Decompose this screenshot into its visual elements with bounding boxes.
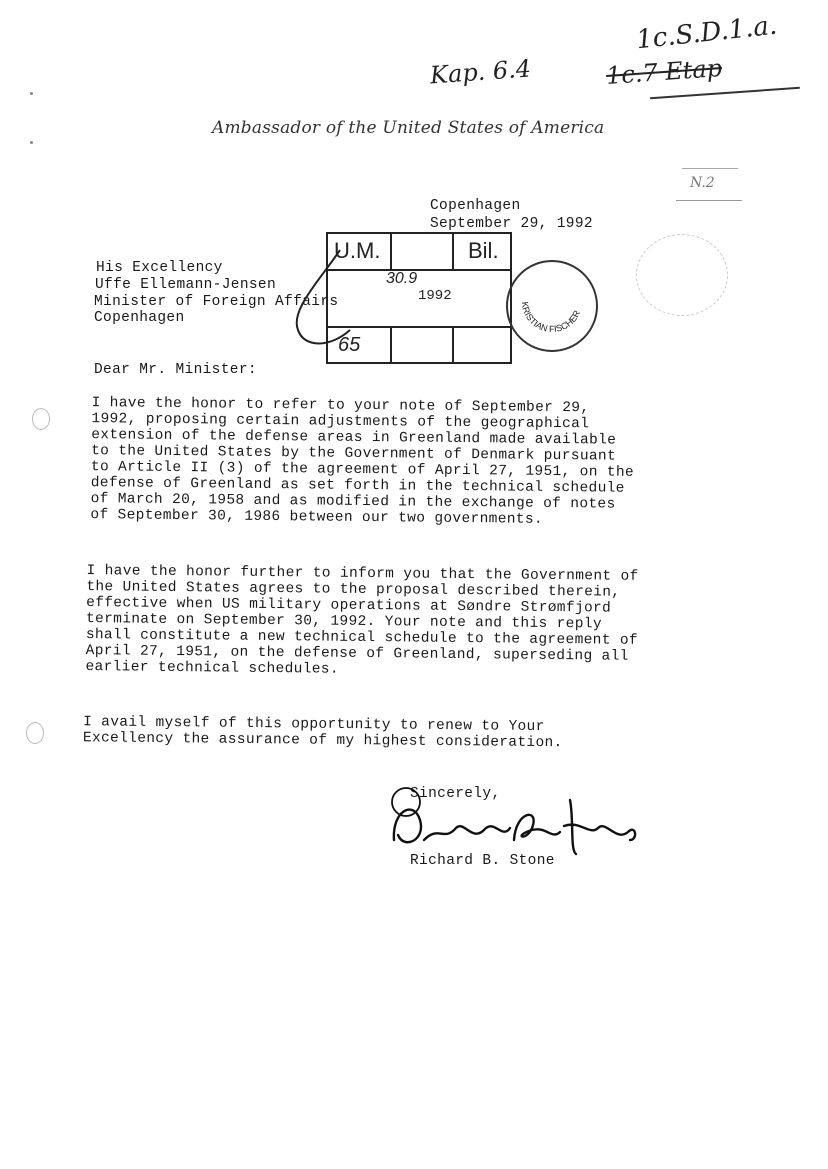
- seal-text-ring: [508, 262, 596, 350]
- recipient-line-2: Uffe Ellemann-Jensen: [95, 277, 277, 293]
- stamp-bil-label: Bil.: [468, 238, 499, 263]
- recipient-line-4: Copenhagen: [94, 310, 185, 326]
- letter-date: September 29, 1992: [430, 216, 593, 232]
- body-paragraph-2: I have the honor further to inform you that the Government of the United States agrees to the proposal described therein, effective when US military operations at Søndre Strømfjord terminate on September 30, 1992. Your note and this reply shall constitute a new technical schedule to the agreement of April 27, 1951, on the defense of Greenland, superseding all earlier technical schedules.: [85, 563, 639, 678]
- handwritten-reference-top: 1c.S.D.1.a.: [634, 10, 779, 56]
- stamp-date: 1992: [418, 288, 452, 304]
- round-seal-stamp: [506, 260, 598, 352]
- recipient-line-1: His Excellency: [96, 260, 223, 276]
- handwritten-struck-reference: [605, 54, 723, 90]
- letter-place: Copenhagen: [430, 198, 521, 214]
- faint-circle-mark: [636, 234, 728, 316]
- closing: Sincerely,: [410, 786, 501, 802]
- punch-hole-1: [32, 408, 50, 430]
- strike-line: [650, 87, 800, 99]
- signer-name: Richard B. Stone: [410, 853, 555, 869]
- stamp-number: 65: [338, 334, 361, 356]
- side-mark-underline: [676, 200, 742, 201]
- seal-text: KRISTIAN FISCHER: [519, 301, 583, 335]
- punch-hole-2: [26, 722, 44, 744]
- letterhead: Ambassador of the United States of America: [212, 118, 605, 138]
- handwritten-reference-kap: Kap. 6.4: [429, 54, 532, 90]
- stamp-um-label: U.M.: [334, 238, 381, 263]
- recipient-line-3: Minister of Foreign Affairs: [94, 294, 339, 310]
- salutation: Dear Mr. Minister:: [94, 362, 257, 378]
- handwritten-swoop: [280, 240, 400, 360]
- struck-text: 1c.7 Etap: [605, 53, 723, 91]
- side-mark-overline: [682, 168, 738, 169]
- body-paragraph-1: I have the honor to refer to your note of September 29, 1992, proposing certain adjustments of the geographical extension of the defense areas in Greenland made available to the United States by the Government of Denmark pursuant to Article II (3) of the agreement of April 27, 1951, on the defense of Greenland as set forth in the technical schedule of March 20, 1958 and as modified in the exchange of notes of September 30, 1986 between our two governments.: [90, 395, 635, 528]
- speck-2: [30, 141, 33, 144]
- handwritten-side-mark: N.2: [690, 175, 715, 191]
- body-paragraph-3: I avail myself of this opportunity to renew to Your Excellency the assurance of my highest consideration.: [82, 714, 563, 752]
- stamp-col-divider-4: [452, 326, 454, 364]
- stamp-handwritten-date: 30.9: [386, 270, 418, 287]
- svg-text:KRISTIAN FISCHER: [520, 301, 583, 334]
- handwritten-signature: [384, 780, 644, 860]
- stamp-col-divider-2: [452, 234, 454, 269]
- speck-1: [30, 92, 33, 95]
